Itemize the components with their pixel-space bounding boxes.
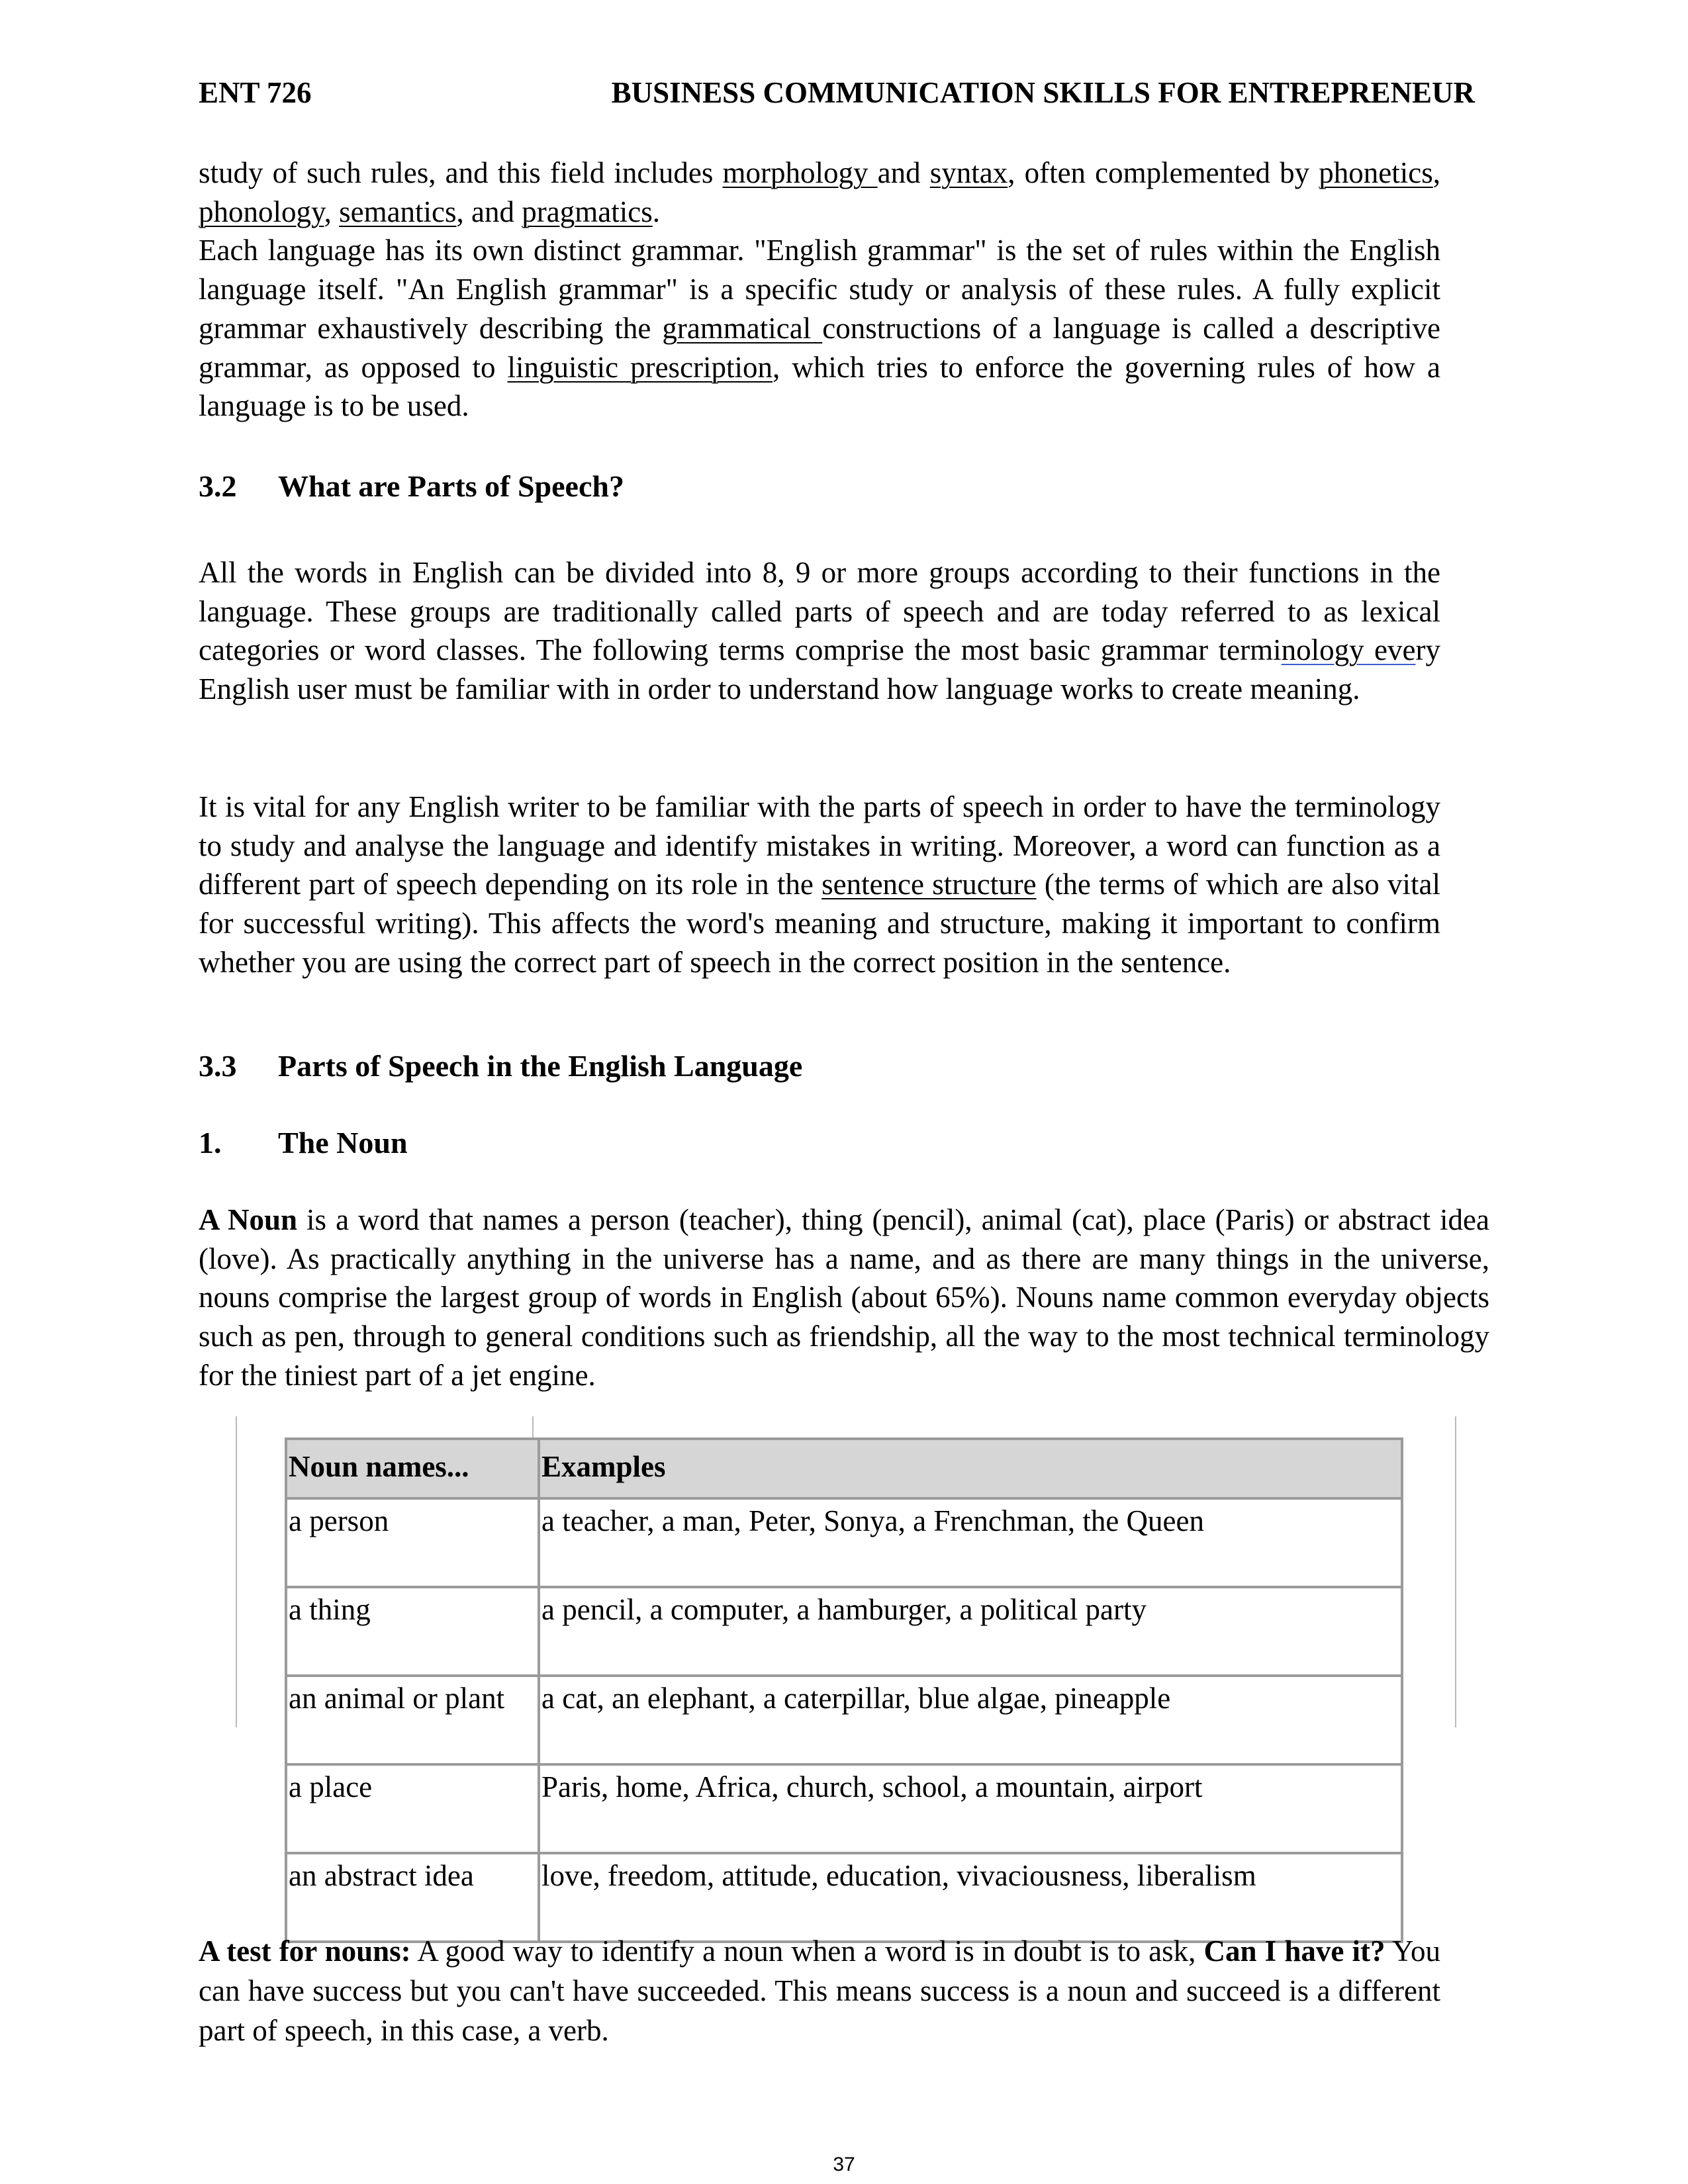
text-span: You can have success but you can't have succeeded. This means success is a noun and succeed is a different part of speech, in this case, a verb. [199, 1934, 1440, 2047]
section-heading-3-3 [199, 1047, 802, 1085]
noun-term: A Noun [199, 1203, 298, 1236]
noun-category: an animal or plant [286, 1676, 539, 1764]
noun-category: a person [286, 1498, 539, 1587]
intro-line-1 [199, 154, 1440, 231]
frame-line-left [236, 1416, 237, 1727]
intro-line-2 [199, 231, 1440, 426]
text-span: is a word that names a person (teacher), thing (pencil), animal (cat), place (Paris) or abstract idea (love). As practically anything in the universe has a name, and as there are many things in the universe, nouns comprise the largest group of words in English (about 65%). Nouns name common everyday objects such as pen, through to general conditions such as friendship, all the way to the most technical terminology for the tiniest part of a jet engine. [199, 1203, 1489, 1392]
table-row [286, 1498, 1402, 1587]
text-span: and [877, 156, 930, 189]
course-title: BUSINESS COMMUNICATION SKILLS FOR ENTREPRENEUR [611, 76, 1475, 109]
table-row [286, 1587, 1402, 1676]
text-span: study of such rules, and this field includes [199, 156, 723, 189]
text-span: (the terms of which are also vital for successful writing). This affects the word's meaning and structure, making it important to confirm whether you are using the correct part of speech in the correct position in the sentence. [199, 868, 1440, 979]
subsection-heading-noun [199, 1124, 408, 1162]
noun-examples: love, freedom, attitude, education, vivaciousness, liberalism [539, 1853, 1402, 1942]
text-span: constructions of a language is called a descriptive grammar, as opposed to [199, 311, 1440, 384]
noun-examples: a cat, an elephant, a caterpillar, blue algae, pineapple [539, 1676, 1402, 1764]
header-examples: Examples [539, 1439, 1402, 1498]
text-span: ry English user must be familiar with in order to understand how language works to create meaning. [199, 633, 1440, 706]
test-label: A test for nouns: [199, 1934, 411, 1968]
parts-of-speech-paragraph-2 [199, 788, 1440, 982]
text-span: All the words in English can be divided into 8, 9 or more groups according to their functions in the language. These groups are traditionally called parts of speech and are today referred to as lexical categories or word classes. The following terms comprise the most basic grammar termi [199, 556, 1440, 667]
noun-test-paragraph [199, 1931, 1440, 2050]
noun-category: a thing [286, 1587, 539, 1676]
text-span: , often complemented by [1008, 156, 1310, 189]
noun-examples-table [285, 1437, 1403, 1943]
text-span: , which tries to enforce the governing rules of how a language is to be used. [199, 350, 1440, 423]
link-sentence-structure[interactable]: sentence structure [821, 868, 1037, 901]
link-syntax[interactable]: syntax [929, 156, 1008, 189]
noun-examples: a teacher, a man, Peter, Sonya, a Frenchman, the Queen [539, 1498, 1402, 1587]
noun-category: a place [286, 1764, 539, 1853]
link-phonology[interactable]: phonology [199, 195, 324, 228]
link-morphology[interactable]: morphology [722, 156, 878, 189]
section-heading-3-2 [199, 467, 624, 506]
noun-examples: Paris, home, Africa, church, school, a mountain, airport [539, 1764, 1402, 1853]
intro-paragraph [199, 154, 1440, 426]
test-question: Can I have it? [1203, 1934, 1385, 1968]
subsection-title: The Noun [278, 1126, 408, 1160]
text-span: It is vital for any English writer to be familiar with the parts of speech in order to have the terminology to study and analyse the language and identify mistakes in writing. Moreover, a word can function as a different part of speech depending on its role in the [199, 790, 1440, 901]
text-span: . [652, 195, 660, 228]
text-span: , [324, 195, 340, 228]
page-number: 37 [833, 2154, 855, 2175]
section-title: Parts of Speech in the English Language [278, 1049, 803, 1083]
subsection-number: 1. [199, 1126, 222, 1160]
table-row [286, 1676, 1402, 1764]
text-span: , [1432, 156, 1440, 189]
section-title: What are Parts of Speech? [278, 469, 624, 503]
section-number: 3.2 [199, 469, 237, 503]
text-span: A good way to identify a noun when a word is in doubt is to ask, [410, 1934, 1204, 1968]
table-row [286, 1853, 1402, 1942]
link-semantics[interactable]: semantics [339, 195, 457, 228]
frame-line-right [1455, 1416, 1456, 1727]
course-code: ENT 726 [199, 76, 312, 109]
noun-examples: a pencil, a computer, a hamburger, a political party [539, 1587, 1402, 1676]
table-row [286, 1764, 1402, 1853]
noun-category: an abstract idea [286, 1853, 539, 1942]
link-grammatical[interactable]: grammatical [662, 311, 823, 345]
section-number: 3.3 [199, 1049, 237, 1083]
parts-of-speech-paragraph-1 [199, 553, 1440, 709]
text-span: Each language has its own distinct grammar. "English grammar" is the set of rules within the English language itself. "An English grammar" is a specific study or analysis of these rules. A fully explicit grammar exhaustively describing the [199, 234, 1440, 345]
text-span: , and [456, 195, 522, 228]
header-noun-names: Noun names... [286, 1439, 539, 1498]
link-pragmatics[interactable]: pragmatics [522, 195, 653, 228]
link-phonetics[interactable]: phonetics [1319, 156, 1433, 189]
noun-paragraph [199, 1201, 1489, 1395]
link-linguistic-prescription[interactable]: linguistic prescription [507, 350, 773, 384]
link-terminology[interactable]: nology eve [1281, 633, 1416, 667]
table-header-row [286, 1439, 1402, 1498]
